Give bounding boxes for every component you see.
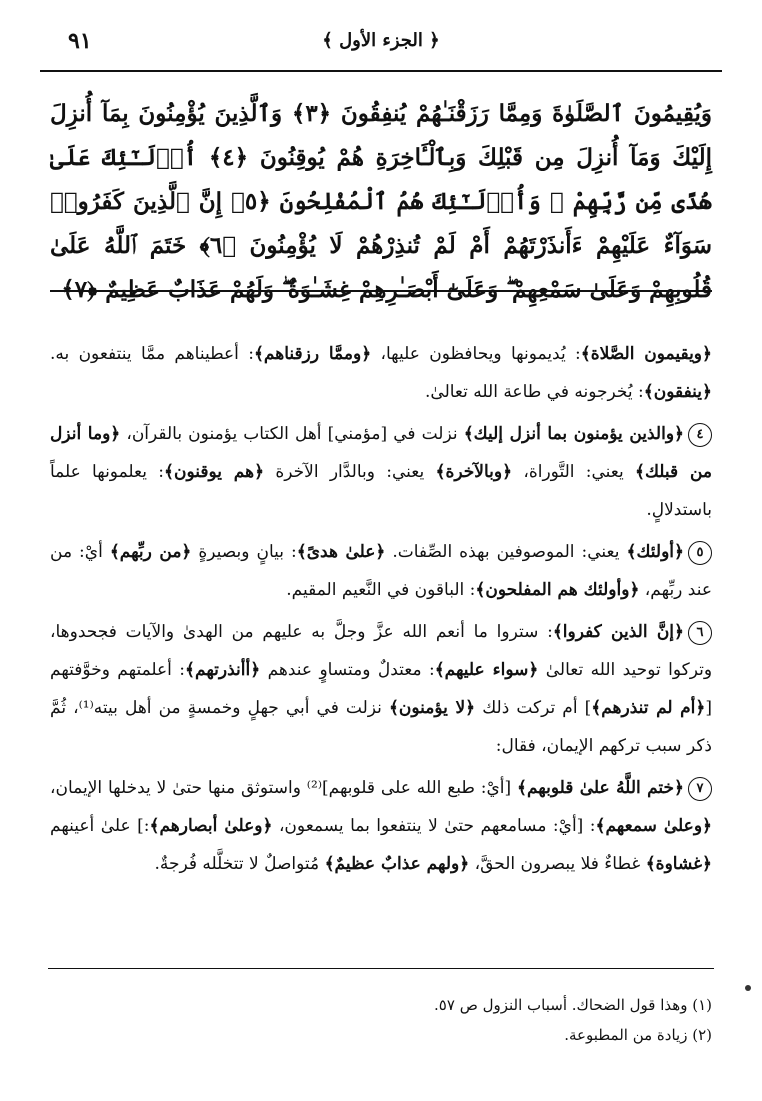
commentary-text: نزلت في أبي جهلٍ وخمسةٍ من أهل بيته⁽¹⁾، ثُمَّ ذكر سبب تركهم الإيمان، فقال:: [50, 698, 712, 756]
quoted-phrase: ﴿أم لم تنذرهم﴾: [591, 698, 706, 718]
footnote-2: (٢) زيادة من المطبوعة.: [564, 1026, 712, 1044]
tafsir-entry-5: [50, 533, 712, 609]
commentary-text: غطاءٌ فلا يبصرون الحقَّ،: [469, 854, 646, 874]
quoted-phrase: ﴿وبالآخرة﴾: [435, 462, 513, 482]
running-title: ﴿ الجزء الأول ﴾: [322, 30, 440, 51]
quoted-phrase: ﴿غشاوة﴾: [645, 854, 712, 874]
footnote-1: (١) وهذا قول الضحاك. أسباب النزول ص ٥٧.: [434, 996, 712, 1014]
quoted-phrase: ﴿وما أنزل من قبلك﴾: [50, 424, 713, 482]
commentary-text: أيْ: من عند ربِّهم،: [50, 542, 712, 600]
commentary-text: نزلت في [مؤمني] أهل الكتاب يؤمنون بالقرآن،: [120, 424, 464, 444]
tafsir-entry-3: [50, 335, 712, 411]
tafsir-commentary: [50, 335, 712, 887]
quran-verses: وَيُقِيمُونَ ٱلصَّلَوٰةَ وَمِمَّا رَزَقْنَـٰهُمْ يُنفِقُونَ ﴿٣﴾ وَٱلَّذِينَ يُؤْمِنُونَ بِمَآ أُنزِلَ إِلَيْكَ وَمَآ أُنزِلَ مِن قَبْلِكَ وَبِٱلْـَٔاخِرَةِ هُمْ يُوقِنُونَ ﴿٤﴾ أُو۟لَـٰٓئِكَ عَلَىٰ هُدًى مِّن رَّبِّهِمْ ۖ وَأُو۟لَـٰٓئِكَ هُمُ ٱلْمُفْلِحُونَ ﴿٥﴾ إِنَّ ٱلَّذِينَ كَفَرُوا۟ سَوَآءٌ عَلَيْهِمْ ءَأَنذَرْتَهُمْ أَمْ لَمْ تُنذِرْهُمْ لَا يُؤْمِنُونَ ﴿٦﴾ خَتَمَ ٱللَّهُ عَلَىٰ قُلُوبِهِمْ وَعَلَىٰ سَمْعِهِمْ ۖ وَعَلَىٰٓ أَبْصَـٰرِهِمْ غِشَـٰوَةٌ ۖ وَلَهُمْ عَذَابٌ عَظِيمٌ ﴿٧﴾: [50, 100, 712, 303]
commentary-text: : [أيْ: مسامعهم حتىٰ لا ينتفعوا بما يسمعون،: [272, 816, 596, 836]
quoted-phrase: ﴿وممَّا رزقناهم﴾: [253, 344, 372, 364]
quoted-phrase: ﴿ولهم عذابٌ عظيمٌ﴾: [324, 854, 470, 874]
quoted-phrase: ﴿أأنذرتهم﴾: [185, 660, 261, 680]
footnotes: [50, 990, 712, 1050]
quoted-phrase: ﴿أولئك﴾: [626, 542, 684, 562]
header-rule: [40, 70, 722, 72]
commentary-text: : يُخرجونه في طاعة الله تعالىٰ.: [425, 382, 644, 402]
quoted-phrase: ﴿علىٰ هدىً﴾: [296, 542, 386, 562]
commentary-text: : بيانٍ وبصيرةٍ: [191, 542, 297, 562]
quoted-phrase: ﴿ويقيمون الصَّلاة﴾: [580, 344, 712, 364]
footnote-divider: [48, 968, 714, 969]
quoted-phrase: ﴿هم يوقنون﴾: [164, 462, 265, 482]
commentary-text: : يُديمونها ويحافظون عليها،: [371, 344, 581, 364]
commentary-text: يعني: وبالدَّار الآخرة: [264, 462, 436, 482]
quoted-phrase: ﴿إنَّ الذين كفروا﴾: [552, 622, 684, 642]
ayah-number-marker: ٥: [688, 541, 712, 565]
quoted-phrase: ﴿من ربِّهم﴾: [109, 542, 192, 562]
ayah-number-marker: ٤: [688, 423, 712, 447]
quoted-phrase: ﴿ينفقون﴾: [643, 382, 712, 402]
quoted-phrase: ﴿سواء عليهم﴾: [434, 660, 539, 680]
quoted-phrase: ﴿لا يؤمنون﴾: [388, 698, 476, 718]
commentary-text: يعني: التَّوراة،: [512, 462, 636, 482]
page-number: ٩١: [68, 28, 92, 54]
quran-divider: [50, 290, 712, 292]
tafsir-entry-6: [50, 613, 712, 765]
quoted-phrase: ﴿وأولئك هم المفلحون﴾: [475, 580, 640, 600]
ayah-number-marker: ٦: [688, 621, 712, 645]
quoted-phrase: ﴿وعلىٰ أبصارهم﴾: [149, 816, 273, 836]
commentary-text: : الباقون في النَّعيم المقيم.: [286, 580, 476, 600]
commentary-text: [أيْ: طبع الله على قلوبهم]⁽²⁾ واستوثق منها حتىٰ لا يدخلها الإيمان،: [50, 778, 518, 798]
quoted-phrase: ﴿ختم اللَّهُ علىٰ قلوبهم﴾: [517, 778, 684, 798]
commentary-text: مُتواصلٌ لا تتخلَّله فُرجةٌ.: [154, 854, 325, 874]
commentary-text: : ستروا ما أنعم الله عزَّ وجلَّ به عليهم من الهدىٰ والآيات فجحدوها، وتركوا توحيد الله تعالىٰ: [50, 622, 713, 680]
commentary-text: يعني: الموصوفين بهذه الصِّفات.: [385, 542, 627, 562]
tafsir-entry-7: [50, 769, 712, 883]
commentary-text: : أعلمتهم وخوَّفتهم [: [50, 660, 712, 718]
commentary-text: : معتدلٌ ومتساوٍ عندهم: [260, 660, 435, 680]
commentary-text: : أعطيناهم ممَّا ينتفعون به.: [50, 344, 254, 364]
commentary-text: :] علىٰ أعينهم: [50, 816, 150, 836]
quoted-phrase: ﴿وعلىٰ سمعهم﴾: [595, 816, 712, 836]
commentary-text: ] أم تركت ذلك: [475, 698, 592, 718]
quoted-phrase: ﴿والذين يؤمنون بما أنزل إليك﴾: [463, 424, 684, 444]
commentary-text: : يعلمونها علماً باستدلالٍ.: [50, 462, 712, 520]
page-header: [40, 28, 722, 58]
ayah-number-marker: ٧: [688, 777, 712, 801]
margin-dot: [745, 985, 751, 991]
tafsir-entry-4: [50, 415, 712, 529]
